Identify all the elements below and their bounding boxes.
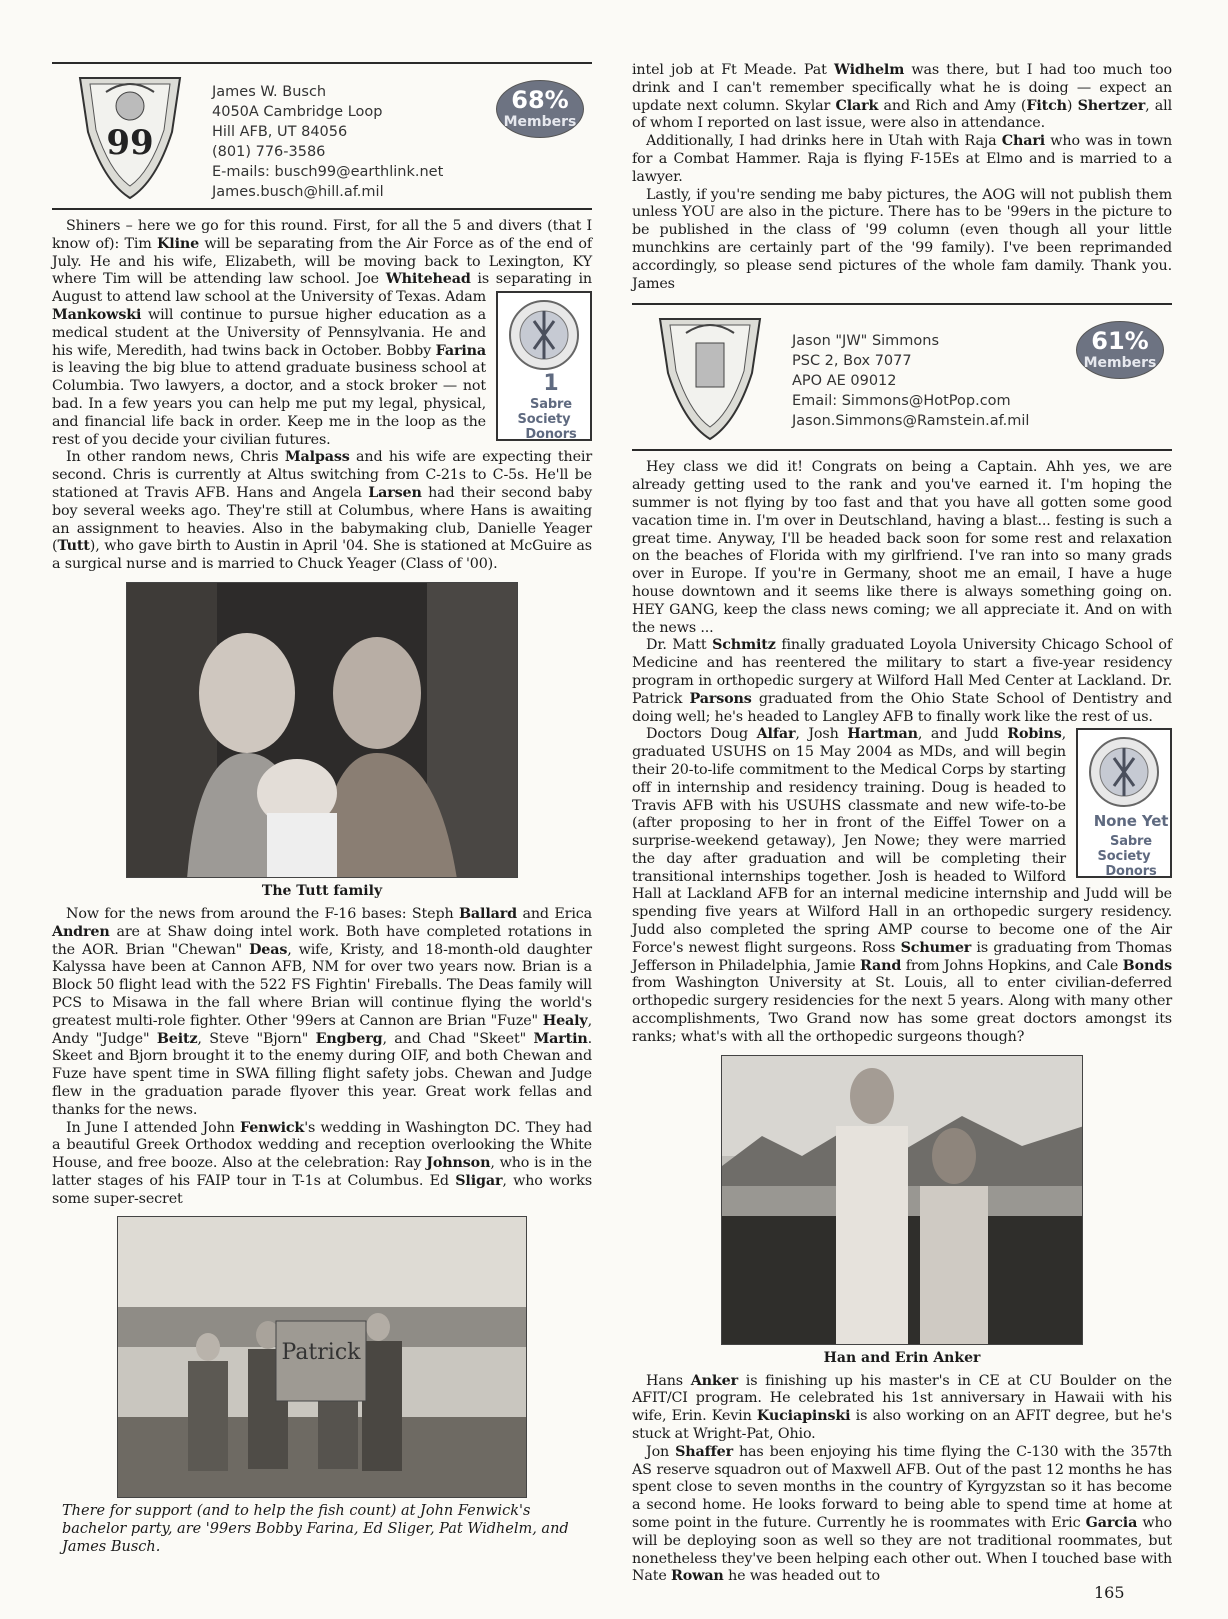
sabre-label: Sabre Society xyxy=(1097,834,1152,865)
sabre-society-seal-icon xyxy=(1088,736,1160,808)
correspondent-name: Jason "JW" Simmons xyxy=(792,333,940,350)
photo-caption: The Tutt family xyxy=(261,882,383,899)
page-number: 165 xyxy=(1094,1583,1125,1602)
right-article xyxy=(632,459,1172,1046)
bachelor-party-photo xyxy=(117,1216,527,1498)
sabre-society-seal-icon xyxy=(508,299,580,371)
address-line-2: APO AE 09012 xyxy=(792,373,897,390)
correspondent-name: James W. Busch xyxy=(212,84,327,100)
sabre-label-2: Donors xyxy=(525,427,577,443)
tutt-family-photo xyxy=(126,582,518,878)
right-article-cont xyxy=(632,1373,1172,1587)
anker-couple-photo xyxy=(721,1055,1083,1345)
email-2: James.busch@hill.af.mil xyxy=(212,184,384,200)
address-line-2: Hill AFB, UT 84056 xyxy=(212,124,348,140)
photo-caption: There for support (and to help the fish count) at John Fenwick's bachelor party, are '99ers Bobby Farina, Ed Sliger, Pat Widhelm, and James Busch. xyxy=(62,1503,569,1556)
left-column xyxy=(52,62,592,1556)
paragraph: None Yet Sabre Society Donors Doctors Doug Alfar, Josh Hartman, and Judd Robins, graduated USUHS on 15 May 2004 as MDs, and will begin their 20-to-life commitment to the Medical Corps by starting off in internship and residency training. Doug is headed to Travis AFB with his USUHS classmate and new wife-to-be (after proposing to her in front of the Eiffel Tower on a surprise-weekend getaway), Jen Nowe; they were married the day after graduation and will be completing their transitional internships together. Josh is headed to Wilford Hall at Lackland AFB for an internal medicine internship and Judd will be spending five years at Wilford Hall in an orthopedic surgery residency. Judd also completed the spring AMP course to become one of the Air Force's newest flight surgeons. Ross Schumer is graduating from Thomas Jefferson in Philadelphia, Jamie Rand from Johns Hopkins, and Cale Bonds from Washington University at St. Louis, all to enter civilian-deferred orthopedic surgery residencies for the next 5 years. Along with many other accomplishments, Two Grand now has some great doctors amongst its ranks; what's with all the orthopedic surgeons though? xyxy=(632,726,1172,1045)
paragraph: Shiners – here we go for this round. First, for all the 5 and divers (that I know of): Tim Kline will be separating from the Air Force as of the end of July. He and his wife, Elizabeth, will be moving back to Lexington, KY where Tim will be attending law school. Joe Whitehead is separating in August to attend law school at the University of Texas. Adam 1 Sabre Society Donors Mankowski will continue to pursue higher education as a medical student at the University of Pennsylvania. He and his wife, Meredith, had twins back in October. Bobby Farina is leaving the big blue to attend graduate business school at Columbia. Two lawyers, a doctor, and a stock broker — not bad. In a few years you can help me put my legal, physical, and financial life back in order. Keep me in the loop as the rest of you decide your civilian futures. xyxy=(52,218,592,448)
paragraph: Hans Anker is finishing up his master's in CE at CU Boulder on the AFIT/CI program. He celebrated his 1st anniversary in Hawaii with his wife, Erin. Kevin Kuciapinski is also working on an AFIT degree, but he's stuck at Wright-Pat, Ohio. xyxy=(632,1372,1172,1443)
membership-label: Members xyxy=(1083,355,1157,372)
svg-text:99: 99 xyxy=(106,123,154,163)
sabre-count: 1 xyxy=(543,371,559,397)
membership-percent: 68% xyxy=(511,86,569,114)
paragraph: Now for the news from around the F-16 bases: Steph Ballard and Erica Andren are at Shaw doing intel work. Both have completed rotations in the AOR. Brian "Chewan" Deas, wife, Kristy, and 18-month-old daughter Kalyssa have been at Cannon AFB, NM for over two years now. Brian is a Block 50 flight lead with the 522 FS Fightin' Fireballs. The Deas family will PCS to Misawa in the fall where Brian will continue flying the world's greatest multi-role fighter. Other '99ers at Cannon are Brian "Fuze" Healy, Andy "Judge" Beitz, Steve "Bjorn" Engberg, and Chad "Skeet" Martin. Skeet and Bjorn brought it to the enemy during OIF, and both Chewan and Fuze have spent time in SWA filling flight safety jobs. Chewan and Judge flew in the graduation parade flyover this year. Great work fellas and thanks for the news. xyxy=(52,905,592,1118)
paragraph: Dr. Matt Schmitz finally graduated Loyola University Chicago School of Medicine and has reentered the military to start a five-year residency program in orthopedic surgery at Wilford Hall Med Center at Lackland. Dr. Patrick Parsons graduated from the Ohio State School of Dentistry and doing well; he's headed to Langley AFB to finally work like the rest of us. xyxy=(632,637,1172,725)
class-crest-icon xyxy=(656,313,764,443)
membership-badge xyxy=(496,80,584,138)
boat-sign-text: Patrick xyxy=(281,1340,361,1366)
membership-label: Members xyxy=(503,114,577,130)
busch-contact-header xyxy=(52,62,592,210)
paragraph: Hey class we did it! Congrats on being a Captain. Ahh yes, we are already getting used to the rank and you've earned it. I'm hoping the summer is not flying by too fast and that you have all gotten some good vacation time in. I'm over in Deutschland, having a blast... festing is such a great time. Anyway, I'll be headed back soon for some rest and relaxation on the beaches of Florida with my girlfriend. I've ran into so many grads over in Europe. If you're in Germany, shoot me an email, I have a huge house downtown and it seems like there is always something going on. HEY GANG, keep the class news coming; we all appreciate it. And on with the news ... xyxy=(632,459,1172,636)
contact-info xyxy=(792,331,1029,431)
membership-badge xyxy=(1076,321,1164,379)
simmons-contact-header xyxy=(632,303,1172,451)
address-line-1: 4050A Cambridge Loop xyxy=(212,104,383,120)
sabre-label: Sabre Society xyxy=(517,397,572,428)
paragraph: intel job at Ft Meade. Pat Widhelm was there, but I had too much too drink and I can't remember specifically what he is doing — expect an update next column. Skylar Clark and Rich and Amy (Fitch) Shertzer, all of whom I reported on last issue, were also in attendance. xyxy=(632,62,1172,132)
paragraph: In June I attended John Fenwick's wedding in Washington DC. They had a beautiful Greek Orthodox wedding and reception overlooking the White House, and free booze. Also at the celebration: Ray Johnson, who is in the latter stages of his FAIP tour in T-1s at Columbus. Ed Sligar, who works some super-secret xyxy=(52,1119,592,1207)
photo-image xyxy=(127,583,518,878)
sabre-label-2: Donors xyxy=(1105,864,1157,880)
right-column xyxy=(632,62,1172,1586)
phone: (801) 776-3586 xyxy=(212,144,326,160)
paragraph: In other random news, Chris Malpass and his wife are expecting their second. Chris is currently at Altus switching from C-21s to C-5s. He'll be stationed at Travis AFB. Hans and Angela Larsen had their second baby boy several weeks ago. They're still at Columbus, where Hans is awaiting an assignment to heavies. Also in the babymaking club, Danielle Yeager (Tutt), who gave birth to Austin in April '04. She is stationed at McGuire as a surgical nurse and is married to Chuck Yeager (Class of '00). xyxy=(52,449,593,573)
sabre-count: None Yet xyxy=(1093,812,1169,831)
photo-image xyxy=(722,1056,1083,1345)
sabre-society-box xyxy=(1076,728,1172,878)
paragraph: Jon Shaffer has been enjoying his time flying the C-130 with the 357th AS reserve squadron out of Maxwell AFB. Out of the past 12 months he has spent close to seven months in the country of Kyrgyzstan so it has become a second home. He looks forward to being able to spend time at home at some point in the future. Currently he is roommates with Eric Garcia who will be deploying soon as well so they are not traditional roommates, but nonetheless they've been helping each other out. When I touched base with Nate Rowan he was headed out to xyxy=(632,1443,1172,1585)
right-article-top xyxy=(632,62,1172,293)
email-1: Email: Simmons@HotPop.com xyxy=(792,393,1011,410)
membership-percent: 61% xyxy=(1091,327,1149,356)
left-article xyxy=(52,218,592,574)
class-crest-icon xyxy=(76,72,184,202)
photo-caption: Han and Erin Anker xyxy=(823,1349,981,1366)
email-1: E-mails: busch99@earthlink.net xyxy=(212,164,444,180)
contact-info xyxy=(212,82,443,202)
paragraph: Additionally, I had drinks here in Utah with Raja Chari who was in town for a Combat Hammer. Raja is flying F-15Es at Elmo and is married to a lawyer. xyxy=(632,133,1172,185)
photo-image xyxy=(118,1217,527,1498)
paragraph: Lastly, if you're sending me baby pictures, the AOG will not publish them unless YOU are also in the picture. There has to be '99ers in the picture to be published in the class of '99 column (even though all your little munchkins are certainly part of the '99 family). I've been reprimanded accordingly, so please send pictures of the whole fam damily. Thank you. James xyxy=(632,186,1172,292)
sabre-society-box xyxy=(496,291,592,441)
left-article-cont xyxy=(52,906,592,1209)
address-line-1: PSC 2, Box 7077 xyxy=(792,353,912,370)
email-2: Jason.Simmons@Ramstein.af.mil xyxy=(792,413,1030,430)
